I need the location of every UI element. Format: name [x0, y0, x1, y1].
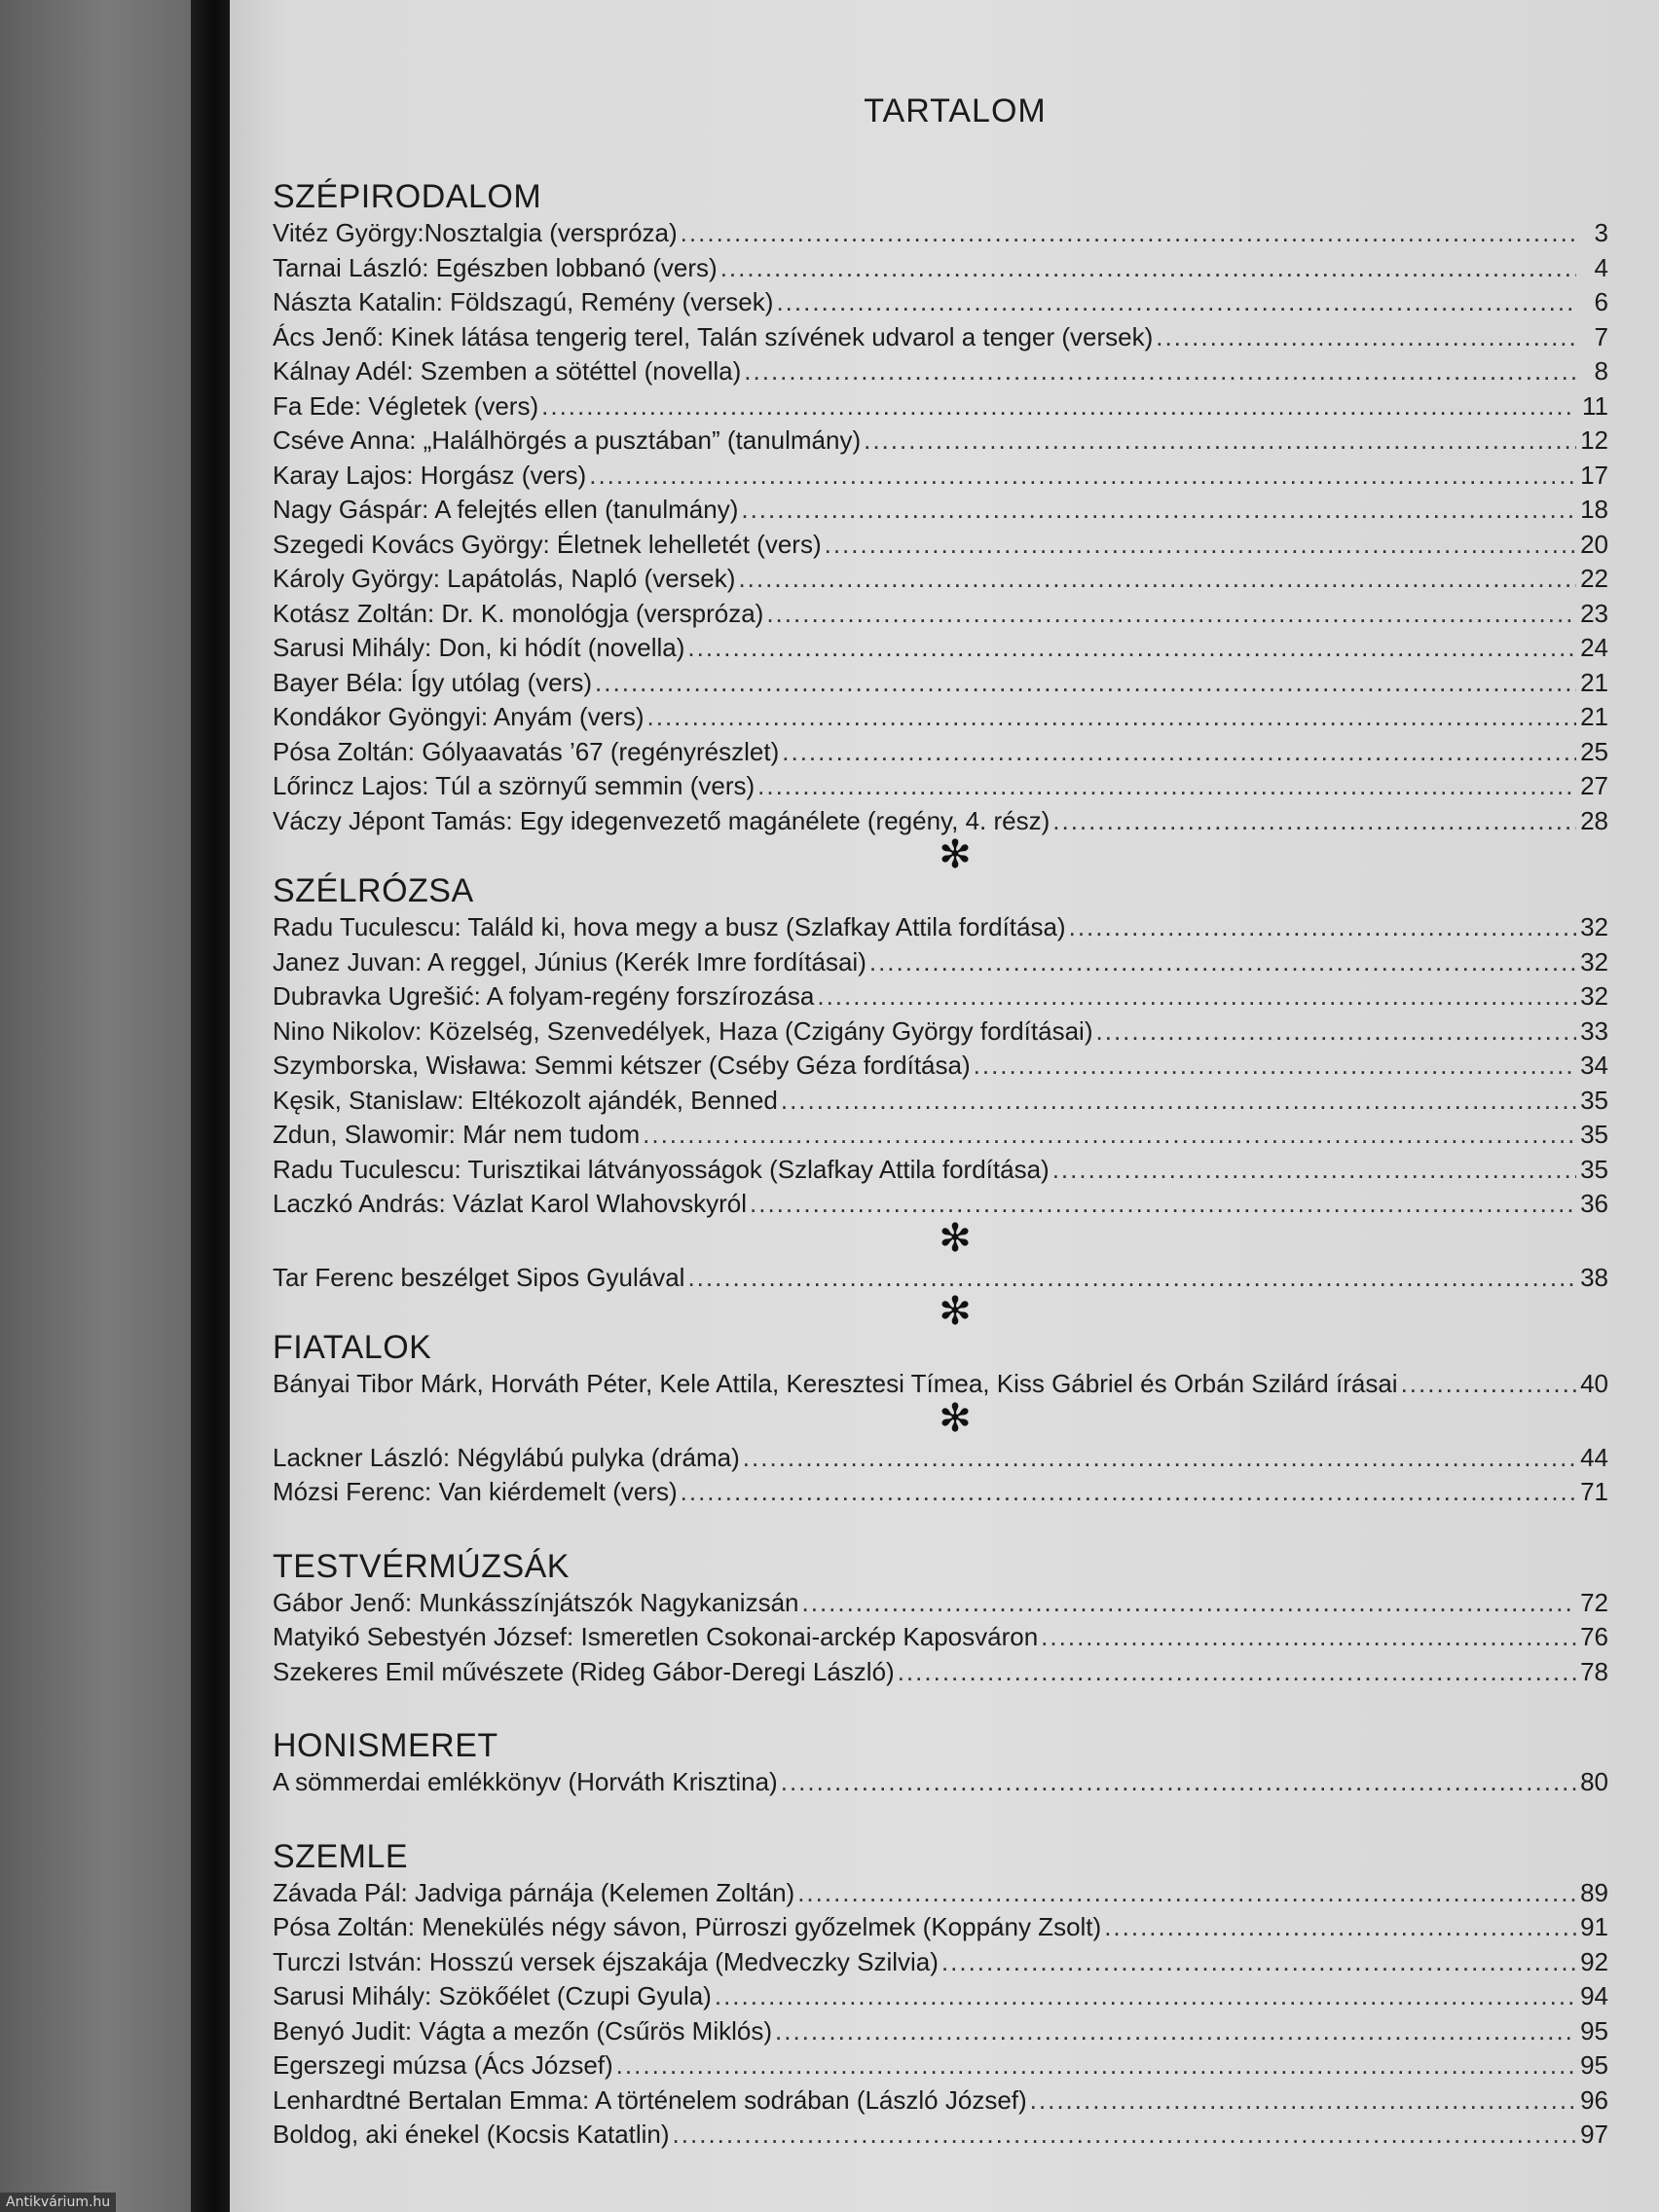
- entry-title: Kotász Zoltán: Dr. K. monológja (verspróza): [273, 598, 764, 628]
- entry-title: Lackner László: Négylábú pulyka (dráma): [273, 1442, 740, 1472]
- section-title-honismeret: HONISMERET: [273, 1727, 498, 1764]
- toc-entry: [273, 424, 1608, 459]
- entry-title: Ács Jenő: Kinek látása tengerig terel, Talán szívének udvarol a tenger (versek): [273, 321, 1154, 351]
- desk-background: [0, 0, 191, 2212]
- entry-page-number: 3: [1594, 218, 1608, 247]
- entry-page-number: 40: [1580, 1369, 1608, 1398]
- dot-leader: [781, 1765, 1576, 1800]
- entry-page-number: 27: [1580, 771, 1608, 800]
- dot-leader: [595, 666, 1576, 701]
- entry-page-number: 11: [1582, 390, 1608, 421]
- dot-leader: [898, 1655, 1576, 1690]
- toc-entry: [273, 700, 1608, 735]
- toc-entry: [273, 389, 1608, 424]
- toc-entry: [273, 1153, 1608, 1188]
- entry-title: Cséve Anna: „Halálhörgés a pusztában” (tanulmány): [273, 425, 862, 455]
- toc-entry: [273, 631, 1608, 666]
- entry-title: A sömmerdai emlékkönyv (Horváth Krisztina): [273, 1767, 778, 1796]
- asterisk-separator-icon: ✻: [939, 1396, 972, 1440]
- toc-list-honismeret: [273, 1765, 1608, 1800]
- entry-title: Kálnay Adél: Szemben a sötéttel (novella): [273, 356, 742, 386]
- dot-leader: [825, 528, 1576, 563]
- entry-title: Janez Juvan: A reggel, Június (Kerék Imre fordításai): [273, 946, 866, 977]
- entry-title: Kondákor Gyöngyi: Anyám (vers): [273, 702, 645, 731]
- dot-leader: [781, 1084, 1576, 1119]
- entry-page-number: 4: [1594, 252, 1608, 282]
- toc-entry: [273, 1441, 1608, 1476]
- entry-page-number: 94: [1580, 1981, 1608, 2010]
- dot-leader: [782, 735, 1576, 770]
- entry-page-number: 33: [1580, 1015, 1608, 1046]
- dot-leader: [775, 2014, 1576, 2049]
- entry-title: Lenhardtné Bertalan Emma: A történelem sodrában (László József): [273, 2084, 1027, 2115]
- table-of-contents-page: [230, 0, 1659, 2212]
- entry-page-number: 28: [1580, 805, 1608, 835]
- entry-title: Kęsik, Stanislaw: Eltékozolt ajándék, Benned: [273, 1085, 778, 1115]
- toc-entry: [273, 354, 1608, 389]
- dot-leader: [869, 945, 1576, 980]
- dot-leader: [743, 1441, 1576, 1476]
- toc-entry: [273, 2048, 1608, 2083]
- entry-title: Károly György: Lapátolás, Napló (versek): [273, 564, 736, 593]
- entry-title: Mózsi Ferenc: Van kiérdemelt (vers): [273, 1477, 678, 1506]
- entry-page-number: 32: [1580, 912, 1608, 941]
- toc-list-testvermuzsak: [273, 1586, 1608, 1690]
- entry-page-number: 95: [1580, 2015, 1608, 2046]
- entry-title: Nászta Katalin: Földszagú, Remény (versek): [273, 287, 774, 316]
- dot-leader: [1041, 1620, 1576, 1655]
- toc-entry: [273, 2118, 1608, 2153]
- entry-title: Lőrincz Lajos: Túl a szörnyű semmin (vers): [273, 771, 756, 800]
- dot-leader: [643, 1118, 1576, 1153]
- entry-page-number: 80: [1580, 1767, 1608, 1796]
- entry-page-number: 8: [1594, 356, 1608, 386]
- entry-page-number: 89: [1580, 1877, 1608, 1907]
- entry-title: Egerszegi múzsa (Ács József): [273, 2050, 613, 2080]
- asterisk-separator-icon: ✻: [939, 1216, 972, 1260]
- dot-leader: [1069, 910, 1576, 945]
- entry-page-number: 21: [1580, 667, 1608, 697]
- toc-entry: [273, 735, 1608, 770]
- dot-leader: [757, 769, 1576, 804]
- asterisk-separator-icon: ✻: [939, 833, 972, 876]
- entry-title: Bayer Béla: Így utólag (vers): [273, 667, 593, 697]
- dot-leader: [974, 1049, 1576, 1084]
- dot-leader: [738, 562, 1576, 597]
- entry-title: Benyó Judit: Vágta a mezőn (Csűrös Miklós): [273, 2015, 772, 2046]
- toc-entry: [273, 979, 1608, 1014]
- entry-title: Matyikó Sebestyén József: Ismeretlen Csokonai-arckép Kaposváron: [273, 1622, 1039, 1651]
- toc-list-szemle: [273, 1876, 1608, 2153]
- toc-entry: [273, 769, 1608, 804]
- toc-entry: [273, 1475, 1608, 1510]
- entry-page-number: 34: [1580, 1051, 1608, 1080]
- dot-leader: [750, 1187, 1576, 1222]
- entry-title: Pósa Zoltán: Menekülés négy sávon, Pürroszi győzelmek (Koppány Zsolt): [273, 1912, 1102, 1941]
- toc-entry: [273, 1014, 1608, 1050]
- entry-title: Turczi István: Hosszú versek éjszakája (Medveczky Szilvia): [273, 1946, 939, 1976]
- toc-entry: [273, 1876, 1608, 1911]
- entry-title: Laczkó András: Vázlat Karol Wlahovskyról: [273, 1189, 747, 1218]
- dot-leader: [802, 1586, 1577, 1621]
- toc-entry: [273, 459, 1608, 494]
- entry-title: Szymborska, Wisława: Semmi kétszer (Cséby Géza fordítása): [273, 1051, 971, 1080]
- entry-page-number: 91: [1580, 1912, 1608, 1941]
- toc-entry: [273, 216, 1608, 251]
- dot-leader: [647, 700, 1577, 735]
- toc-entry: [273, 1910, 1608, 1945]
- toc-entry: [273, 320, 1608, 355]
- toc-entry: [273, 1655, 1608, 1690]
- dot-leader: [766, 597, 1576, 632]
- toc-entry: [273, 597, 1608, 632]
- entry-title: Tarnai László: Egészben lobbanó (vers): [273, 252, 718, 282]
- entry-page-number: 71: [1580, 1477, 1608, 1506]
- toc-entry: [273, 1979, 1608, 2014]
- entry-title: Pósa Zoltán: Gólyaavatás ’67 (regényrészlet): [273, 736, 780, 766]
- entry-page-number: 96: [1580, 2084, 1608, 2115]
- toc-list-drama: [273, 1441, 1608, 1510]
- entry-page-number: 44: [1580, 1442, 1608, 1472]
- dot-leader: [1052, 1153, 1576, 1188]
- dot-leader: [741, 493, 1576, 528]
- entry-title: Závada Pál: Jadviga párnája (Kelemen Zoltán): [273, 1877, 795, 1907]
- entry-title: Zdun, Slawomir: Már nem tudom: [273, 1120, 641, 1149]
- entry-title: Nino Nikolov: Közelség, Szenvedélyek, Haza (Czigány György fordításai): [273, 1015, 1093, 1046]
- dot-leader: [681, 216, 1576, 251]
- dot-leader: [776, 285, 1576, 320]
- section-title-szepirodalom: SZÉPIRODALOM: [273, 178, 542, 215]
- entry-page-number: 20: [1580, 529, 1608, 559]
- watermark: Antikvárium.hu: [0, 2193, 116, 2212]
- dot-leader: [1030, 2083, 1576, 2119]
- toc-content: [273, 92, 1608, 2153]
- dot-leader: [687, 1261, 1576, 1296]
- entry-page-number: 24: [1580, 633, 1608, 662]
- entry-title: Szegedi Kovács György: Életnek lehelletét (vers): [273, 529, 822, 559]
- entry-title: Váczy Jépont Tamás: Egy idegenvezető magánélete (regény, 4. rész): [273, 805, 1051, 835]
- toc-entry: [273, 910, 1608, 945]
- dot-leader: [1096, 1014, 1577, 1050]
- entry-title: Szekeres Emil művészete (Rideg Gábor-Deregi László): [273, 1656, 895, 1686]
- entry-page-number: 38: [1580, 1262, 1608, 1292]
- dot-leader: [616, 2048, 1576, 2083]
- toc-entry: [273, 1765, 1608, 1800]
- dot-leader: [1052, 804, 1576, 839]
- dot-leader: [941, 1945, 1576, 1980]
- toc-entry: [273, 1049, 1608, 1084]
- entry-page-number: 18: [1580, 495, 1608, 524]
- entry-page-number: 21: [1580, 702, 1608, 731]
- toc-entry: [273, 493, 1608, 528]
- entry-page-number: 72: [1580, 1587, 1608, 1617]
- entry-page-number: 6: [1594, 287, 1608, 316]
- dot-leader: [541, 389, 1576, 424]
- section-title-szemle: SZEMLE: [273, 1837, 409, 1875]
- toc-entry: [273, 2083, 1608, 2119]
- entry-page-number: 97: [1580, 2120, 1608, 2149]
- entry-title: Boldog, aki énekel (Kocsis Katatlin): [273, 2120, 670, 2149]
- entry-page-number: 12: [1580, 425, 1608, 455]
- asterisk-separator-icon: ✻: [939, 1290, 972, 1333]
- entry-title: Bányai Tibor Márk, Horváth Péter, Kele Attila, Keresztesi Tímea, Kiss Gábriel és Orbán Szilárd írásai: [273, 1369, 1398, 1398]
- entry-title: Radu Tuculescu: Találd ki, hova megy a busz (Szlafkay Attila fordítása): [273, 912, 1066, 941]
- section-title-testvermuzsak: TESTVÉRMÚZSÁK: [273, 1547, 570, 1585]
- toc-entry: [273, 2014, 1608, 2049]
- toc-entry: [273, 528, 1608, 563]
- dot-leader: [1104, 1910, 1576, 1945]
- dot-leader: [715, 1979, 1576, 2014]
- toc-entry: [273, 666, 1608, 701]
- book-spine: [191, 0, 230, 2212]
- entry-title: Radu Tuculescu: Turisztikai látványosságok (Szlafkay Attila fordítása): [273, 1154, 1050, 1184]
- entry-page-number: 78: [1580, 1656, 1608, 1686]
- entry-page-number: 32: [1580, 981, 1608, 1011]
- dot-leader: [720, 251, 1576, 286]
- dot-leader: [797, 1876, 1576, 1911]
- dot-leader: [744, 354, 1576, 389]
- dot-leader: [589, 459, 1576, 494]
- dot-leader: [1156, 320, 1576, 355]
- toc-list-szepirodalom: [273, 216, 1608, 838]
- dot-leader: [681, 1475, 1576, 1510]
- dot-leader: [673, 2118, 1576, 2153]
- toc-list-szelrozsa: [273, 910, 1608, 1222]
- entry-title: Sarusi Mihály: Szökőélet (Czupi Gyula): [273, 1981, 712, 2010]
- toc-entry: [273, 562, 1608, 597]
- entry-page-number: 32: [1580, 946, 1608, 977]
- entry-page-number: 36: [1580, 1189, 1608, 1218]
- dot-leader: [687, 631, 1576, 666]
- dot-leader: [864, 424, 1576, 459]
- entry-title: Karay Lajos: Horgász (vers): [273, 460, 587, 490]
- entry-page-number: 95: [1580, 2050, 1608, 2080]
- page-title: TARTALOM: [864, 92, 1047, 129]
- toc-entry: [273, 251, 1608, 286]
- entry-page-number: 7: [1594, 321, 1608, 351]
- entry-page-number: 23: [1580, 598, 1608, 628]
- dot-leader: [1401, 1367, 1576, 1402]
- section-title-szelrozsa: SZÉLRÓZSA: [273, 872, 474, 909]
- toc-entry: [273, 1620, 1608, 1655]
- entry-page-number: 17: [1580, 460, 1608, 490]
- entry-page-number: 22: [1580, 564, 1608, 593]
- toc-entry: [273, 1084, 1608, 1119]
- entry-title: Fa Ede: Végletek (vers): [273, 390, 539, 421]
- entry-title: Dubravka Ugrešić: A folyam-regény forszírozása: [273, 981, 815, 1011]
- toc-entry: [273, 285, 1608, 320]
- toc-entry: [273, 945, 1608, 980]
- toc-entry: [273, 1945, 1608, 1980]
- entry-title: Tar Ferenc beszélget Sipos Gyulával: [273, 1262, 685, 1292]
- section-title-fiatalok: FIATALOK: [273, 1329, 432, 1366]
- entry-page-number: 35: [1580, 1120, 1608, 1149]
- entry-title: Vitéz György:Nosztalgia (verspróza): [273, 218, 678, 247]
- dot-leader: [817, 979, 1576, 1014]
- toc-entry: [273, 1118, 1608, 1153]
- entry-title: Sarusi Mihály: Don, ki hódít (novella): [273, 633, 685, 662]
- entry-page-number: 35: [1580, 1085, 1608, 1115]
- entry-page-number: 35: [1580, 1154, 1608, 1184]
- entry-title: Gábor Jenő: Munkásszínjátszók Nagykanizsán: [273, 1587, 799, 1617]
- entry-page-number: 76: [1580, 1622, 1608, 1651]
- toc-entry: [273, 1586, 1608, 1621]
- entry-page-number: 25: [1580, 736, 1608, 766]
- entry-page-number: 92: [1580, 1946, 1608, 1976]
- entry-title: Nagy Gáspár: A felejtés ellen (tanulmány): [273, 495, 739, 524]
